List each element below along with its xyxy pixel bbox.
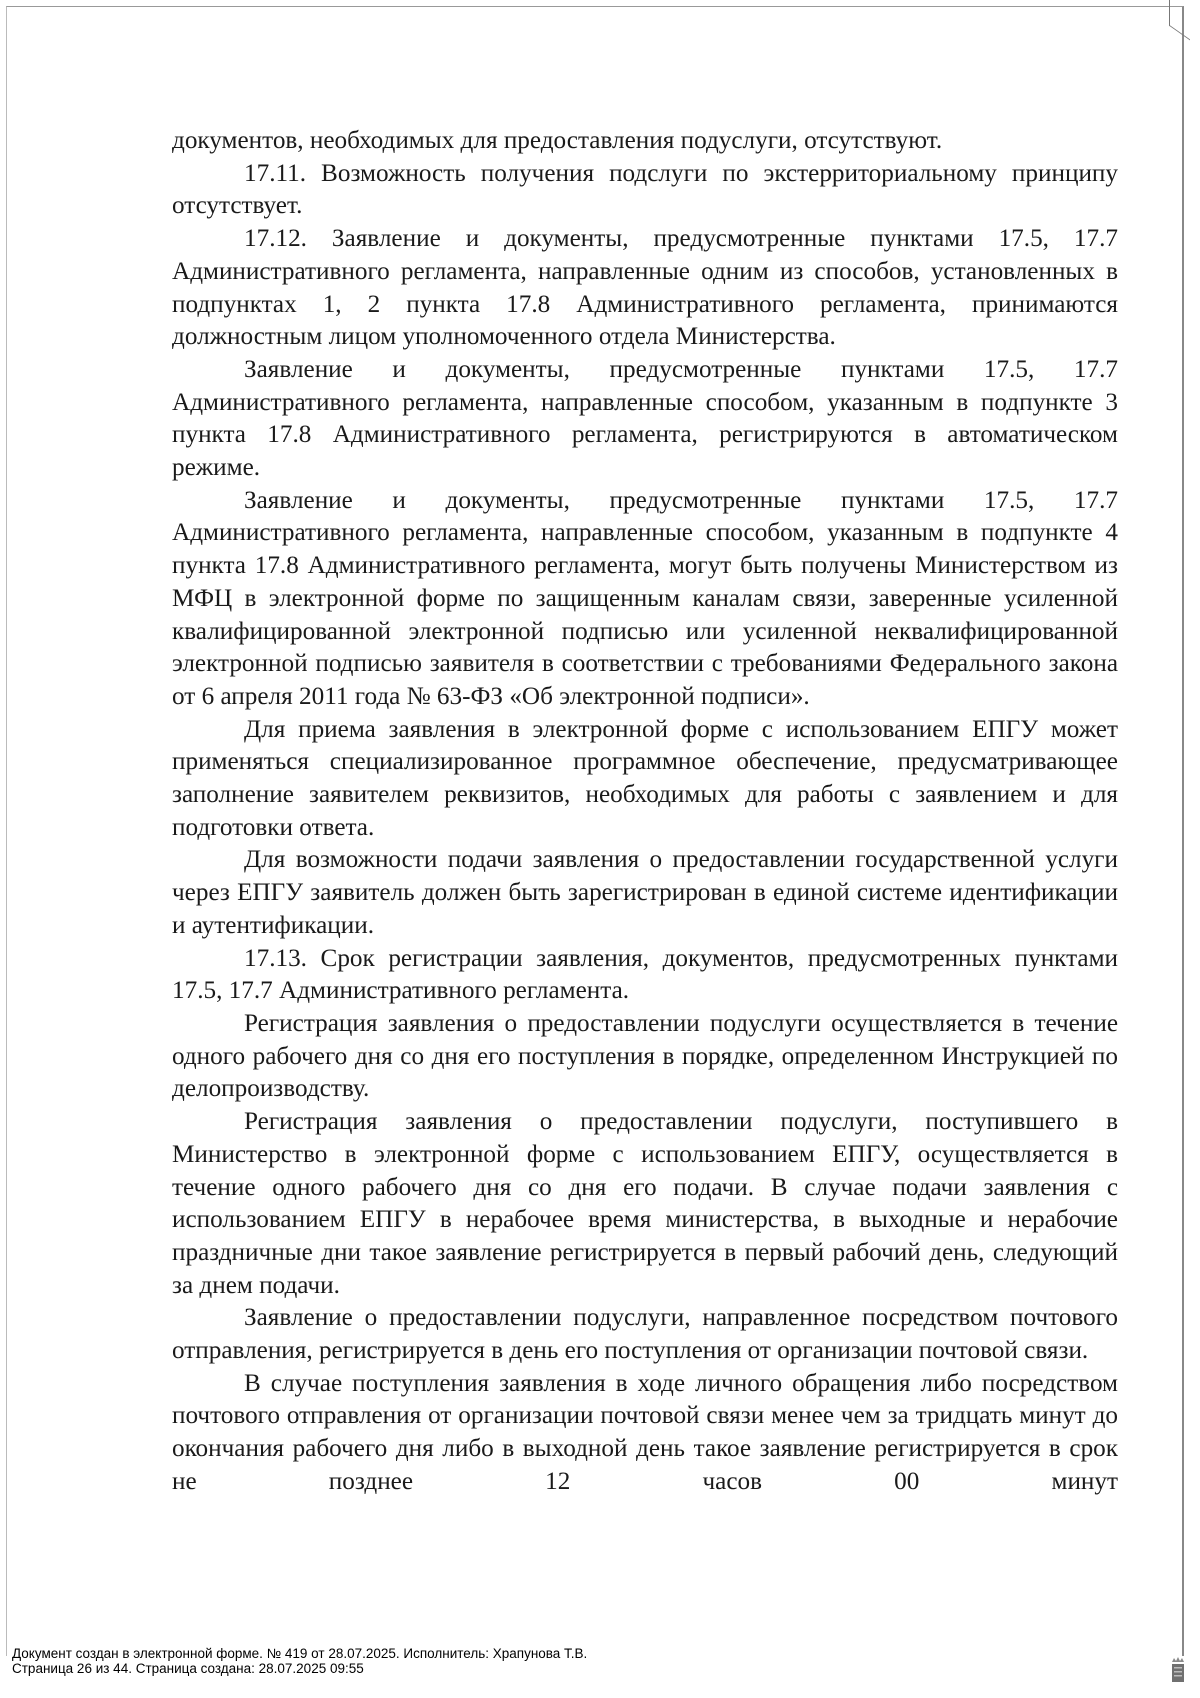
paragraph-17-13: 17.13. Срок регистрации заявления, документов, предусмотренных пунктами 17.5, 17.7 Административного регламента.	[172, 944, 1118, 1005]
paragraph-postal-registration: Заявление о предоставлении подуслуги, направленное посредством почтового отправления, регистрируется в день его поступления от организации почтовой связи.	[172, 1304, 1118, 1365]
paragraph-late-submission: В случае поступления заявления в ходе личного обращения либо посредством почтового отправления от организации почтовой связи менее чем за тридцать минут до окончания рабочего дня либо в выходной день такое заявление регистрируется в срок не позднее 12 часов 00 минут	[172, 1369, 1118, 1495]
paragraph-subpoint-3: Заявление и документы, предусмотренные пунктами 17.5, 17.7 Административного регламента, направленные способом, указанным в подпункте 3 пункта 17.8 Административного регламента, регистрируются в автоматическом режиме.	[172, 355, 1118, 482]
paragraph-subpoint-4: Заявление и документы, предусмотренные пунктами 17.5, 17.7 Административного регламента, направленные способом, указанным в подпункте 4 пункта 17.8 Административного регламента, могут быть получены Министерством из МФЦ в электронной форме по защищенным каналам связи, заверенные усиленной квалифицированной электронной подписью или усиленной неквалифицированной электронной подписью заявителя в соответствии с требованиями Федерального закона от 6 апреля 2011 года № 63-ФЗ «Об электронной подписи».	[172, 486, 1118, 710]
document-body	[172, 125, 1118, 1499]
paragraph-electronic-registration: Регистрация заявления о предоставлении подуслуги, поступившего в Министерство в электронной форме с использованием ЕПГУ, осуществляется в течение одного рабочего дня со дня его подачи. В случае подачи заявления с использованием ЕПГУ в нерабочее время министерства, в выходные и нерабочие праздничные дни такое заявление регистрируется в первый рабочий день, следующий за днем подачи.	[172, 1108, 1118, 1299]
footer-line-1: Документ создан в электронной форме. № 419 от 28.07.2025. Исполнитель: Храпунова Т.В.	[12, 1646, 588, 1661]
paragraph-registration-term: Регистрация заявления о предоставлении подуслуги осуществляется в течение одного рабочего дня со дня его поступления в порядке, определенном Инструкцией по делопроизводству.	[172, 1009, 1118, 1103]
paragraph-epgu-software: Для приема заявления в электронной форме с использованием ЕПГУ может применяться специализированное программное обеспечение, предусматривающее заполнение заявителем реквизитов, необходимых для работы с заявлением и для подготовки ответа.	[172, 715, 1118, 841]
paragraph-continuation: документов, необходимых для предоставления подуслуги, отсутствуют.	[172, 127, 943, 154]
footer-line-2: Страница 26 из 44. Страница создана: 28.07.2025 09:55	[12, 1661, 364, 1676]
paragraph-17-12: 17.12. Заявление и документы, предусмотренные пунктами 17.5, 17.7 Административного регламента, направленные одним из способов, установленных в подпунктах 1, 2 пункта 17.8 Административного регламента, принимаются должностным лицом уполномоченного отдела Министерства.	[172, 225, 1118, 351]
document-stamp-icon	[1170, 1656, 1186, 1684]
paragraph-epgu-registration: Для возможности подачи заявления о предоставлении государственной услуги через ЕПГУ заявитель должен быть зарегистрирован в единой системе идентификации и аутентификации.	[172, 846, 1118, 939]
document-footer	[12, 1646, 587, 1676]
paragraph-17-11: 17.11. Возможность получения подслуги по экстерриториальному принципу отсутствует.	[172, 159, 1118, 220]
